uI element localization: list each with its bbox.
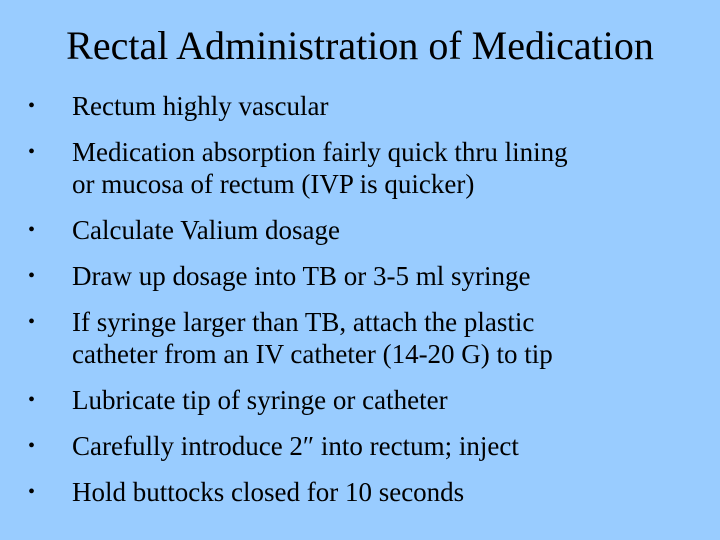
- bullet-text: Calculate Valium dosage: [72, 215, 340, 245]
- bullet-item: [28, 90, 698, 122]
- bullet-list: [28, 90, 698, 522]
- bullet-text-continued: catheter from an IV catheter (14-20 G) to tip: [72, 339, 553, 369]
- bullet-text-continued: or mucosa of rectum (IVP is quicker): [72, 169, 475, 199]
- bullet-text: Medication absorption fairly quick thru lining: [72, 137, 568, 167]
- slide-title: Rectal Administration of Medication: [66, 23, 654, 68]
- bullet-text: Draw up dosage into TB or 3-5 ml syringe: [72, 261, 531, 291]
- bullet-item: [28, 214, 698, 246]
- bullet-dot-icon: •: [28, 481, 36, 503]
- bullet-dot-icon: •: [28, 435, 36, 457]
- bullet-dot-icon: •: [28, 389, 36, 411]
- bullet-item: [28, 430, 698, 462]
- bullet-dot-icon: •: [28, 141, 36, 163]
- bullet-text: Rectum highly vascular: [72, 91, 329, 121]
- bullet-item: [28, 136, 698, 200]
- bullet-item: [28, 384, 698, 416]
- bullet-dot-icon: •: [28, 265, 36, 287]
- bullet-text: Hold buttocks closed for 10 seconds: [72, 477, 465, 507]
- bullet-dot-icon: •: [28, 219, 36, 241]
- bullet-item: [28, 306, 698, 370]
- bullet-text: If syringe larger than TB, attach the plastic: [72, 307, 535, 337]
- bullet-dot-icon: •: [28, 95, 36, 117]
- bullet-item: [28, 476, 698, 508]
- bullet-item: [28, 260, 698, 292]
- bullet-text: Carefully introduce 2″ into rectum; inject: [72, 431, 519, 461]
- bullet-dot-icon: •: [28, 311, 36, 333]
- bullet-text: Lubricate tip of syringe or catheter: [72, 385, 448, 415]
